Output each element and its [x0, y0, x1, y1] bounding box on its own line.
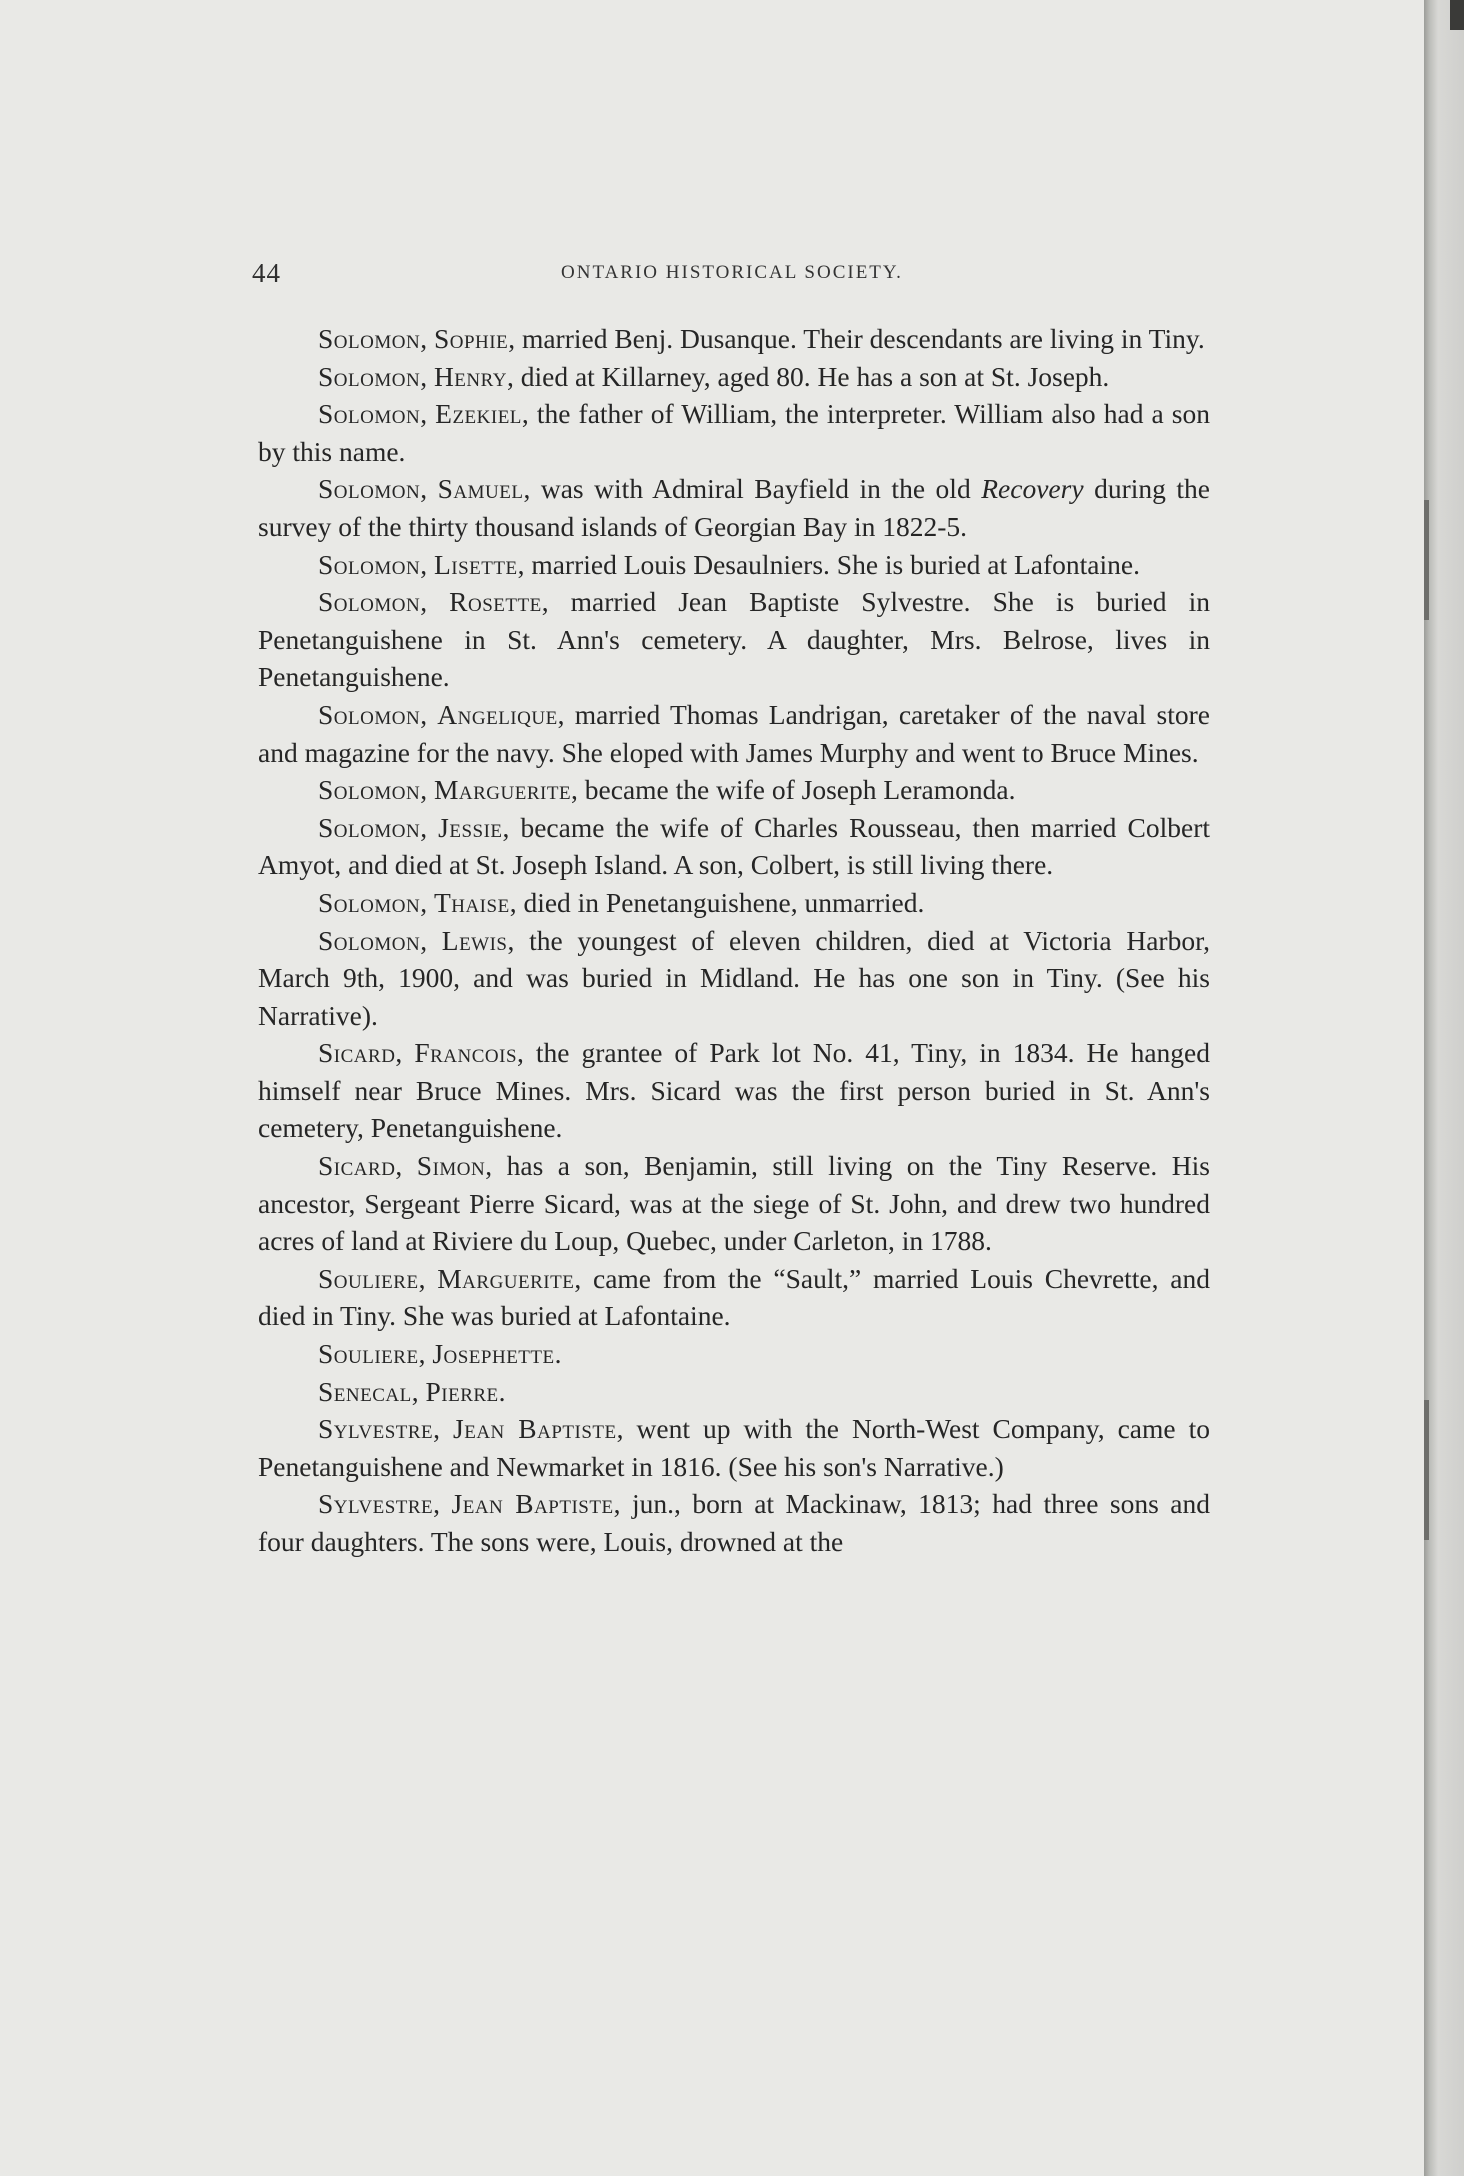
- page-number: 44: [252, 258, 281, 288]
- entry-text: , died at Killarney, aged 80. He has a son at St. Joseph.: [506, 360, 1110, 392]
- entry-given-name: Samuel: [437, 473, 524, 505]
- entry-given-name: Pierre: [425, 1375, 499, 1407]
- entry-given-name: Jean Baptiste: [451, 1488, 614, 1520]
- entry-surname: Solomon: [318, 586, 421, 618]
- entry-paragraph: Souliere, Marguerite, came from the “Sault,” married Louis Chevrette, and died in Tiny. She was buried at Lafontaine.: [258, 1262, 1211, 1332]
- body-text: [258, 320, 1210, 1561]
- entry-given-name: Jean Baptiste: [453, 1413, 617, 1445]
- entry-text: , married Jean Baptiste Sylvestre. She is buried in Penetanguishene in St. Ann's cemetery. A daughter, Mrs. Belrose, lives in Penetanguishene.: [258, 586, 1210, 693]
- entry-surname: Solomon: [318, 548, 421, 580]
- entry-surname: Solomon: [318, 473, 421, 505]
- entry-text: during the survey of the thirty thousand islands of Georgian Bay in 1822-5.: [258, 473, 1211, 542]
- entry-paragraph: Sicard, Francois, the grantee of Park lot No. 41, Tiny, in 1834. He hanged himself near Bruce Mines. Mrs. Sicard was the first person buried in St. Ann's cemetery, Penetanguishene.: [258, 1037, 1211, 1144]
- entry-paragraph: Sylvestre, Jean Baptiste, jun., born at Mackinaw, 1813; had three sons and four daughters. The sons were, Louis, drowned at the: [258, 1488, 1211, 1557]
- entry-given-name: Francois: [414, 1037, 518, 1069]
- entry-paragraph: Solomon, Lisette, married Louis Desaulniers. She is buried at Lafontaine.: [318, 548, 1140, 580]
- entry-paragraph: Senecal, Pierre.: [318, 1375, 506, 1407]
- entry-text: , the youngest of eleven children, died at Victoria Harbor, March 9th, 1900, and was buried in Midland. He has one son in Tiny. (See his Narrative).: [258, 924, 1210, 1031]
- entry-surname: Solomon: [318, 886, 421, 918]
- entry-text: , was with Admiral Bayfield in the old: [523, 473, 982, 505]
- entry-paragraph: Sylvestre, Jean Baptiste, went up with the North-West Company, came to Penetanguishene and Newmarket in 1816. (See his son's Narrative.): [258, 1413, 1210, 1482]
- entry-given-name: Marguerite: [437, 1262, 575, 1294]
- entry-paragraph: Solomon, Henry, died at Killarney, aged 80. He has a son at St. Joseph.: [318, 360, 1110, 392]
- entry-text: , married Louis Desaulniers. She is buried at Lafontaine.: [517, 548, 1140, 580]
- entry-surname: Solomon: [318, 360, 421, 392]
- entry-paragraph: Solomon, Jessie, became the wife of Charles Rousseau, then married Colbert Amyot, and died at St. Joseph Island. A son, Colbert, is still living there.: [258, 811, 1210, 881]
- entry-text: , the father of William, the interpreter. William also had a son by this name.: [258, 398, 1211, 467]
- page-edge: [1424, 0, 1464, 2176]
- entry-given-name: Angelique: [437, 698, 558, 730]
- entry-paragraph: Solomon, Rosette, married Jean Baptiste Sylvestre. She is buried in Penetanguishene in St. Ann's cemetery. A daughter, Mrs. Belrose, lives in Penetanguishene.: [258, 586, 1210, 693]
- entry-given-name: Lewis: [441, 924, 508, 956]
- entry-text: , became the wife of Charles Rousseau, then married Colbert Amyot, and died at St. Joseph Island. A son, Colbert, is still living there.: [258, 811, 1210, 881]
- entry-text: , came from the “Sault,” married Louis Chevrette, and died in Tiny. She was buried at Lafontaine.: [258, 1262, 1211, 1332]
- entry-text: .: [498, 1375, 506, 1407]
- entry-paragraph: Solomon, Thaise, died in Penetanguishene, unmarried.: [318, 886, 925, 918]
- entry-text: , married Thomas Landrigan, caretaker of the naval store and magazine for the navy. She eloped with James Murphy and went to Bruce Mines.: [258, 698, 1210, 768]
- entry-surname: Solomon: [318, 323, 421, 354]
- entry-surname: Sylvestre: [318, 1413, 434, 1445]
- entry-text: .: [554, 1338, 562, 1370]
- entry-surname: Sicard: [318, 1150, 396, 1182]
- entry-surname: Solomon: [318, 774, 421, 806]
- entry-paragraph: Solomon, Lewis, the youngest of eleven children, died at Victoria Harbor, March 9th, 1900, and was buried in Midland. He has one son in Tiny. (See his Narrative).: [258, 924, 1210, 1031]
- page-header: [252, 258, 1212, 298]
- entry-ship-name: Recovery: [981, 473, 1084, 505]
- binding-mark: [1424, 500, 1429, 620]
- binding-mark: [1424, 1400, 1429, 1540]
- entry-text: , went up with the North-West Company, came to Penetanguishene and Newmarket in 1816. (See his son's Narrative.): [258, 1413, 1210, 1482]
- entry-surname: Solomon: [318, 811, 421, 843]
- entry-paragraph: Solomon, Angelique, married Thomas Landrigan, caretaker of the naval store and magazine for the navy. She eloped with James Murphy and went to Bruce Mines.: [258, 698, 1210, 768]
- entry-paragraph: Sicard, Simon, has a son, Benjamin, still living on the Tiny Reserve. His ancestor, Sergeant Pierre Sicard, was at the siege of St. John, and drew two hundred acres of land at Riviere du Loup, Quebec, under Carleton, in 1788.: [258, 1150, 1210, 1257]
- entry-paragraph: Solomon, Marguerite, became the wife of Joseph Leramonda.: [318, 774, 1016, 806]
- entry-given-name: Lisette: [433, 548, 518, 580]
- entry-given-name: Sophie: [433, 323, 509, 354]
- entry-paragraph: Solomon, Samuel, was with Admiral Bayfield in the old Recovery during the survey of the thirty thousand islands of Georgian Bay in 1822-5.: [258, 473, 1211, 542]
- entry-text: , jun., born at Mackinaw, 1813; had three sons and four daughters. The sons were, Louis, drowned at the: [258, 1488, 1211, 1557]
- entry-surname: Solomon: [318, 698, 421, 730]
- entry-paragraph: Souliere, Josephette.: [318, 1338, 562, 1370]
- entry-paragraph: Solomon, Ezekiel, the father of William, the interpreter. William also had a son by this name.: [258, 398, 1211, 467]
- entry-text: , became the wife of Joseph Leramonda.: [571, 774, 1016, 806]
- entry-given-name: Marguerite: [433, 774, 572, 806]
- entry-given-name: Rosette: [449, 586, 542, 618]
- running-head: ONTARIO HISTORICAL SOCIETY.: [561, 262, 903, 283]
- entry-text: , died in Penetanguishene, unmarried.: [509, 886, 925, 918]
- entry-surname: Sylvestre: [318, 1488, 434, 1520]
- entry-text: , the grantee of Park lot No. 41, Tiny, in 1834. He hanged himself near Bruce Mines. Mrs. Sicard was the first person buried in St. Ann's cemetery, Penetanguishene.: [258, 1037, 1211, 1144]
- entry-surname: Solomon: [318, 398, 421, 430]
- entry-surname: Sicard: [318, 1037, 396, 1069]
- entry-surname: Solomon: [318, 924, 421, 956]
- entry-given-name: Josephette: [432, 1338, 555, 1370]
- entry-given-name: Simon: [416, 1150, 486, 1182]
- entry-text: , married Benj. Dusanque. Their descendants are living in Tiny.: [508, 323, 1205, 354]
- entry-given-name: Jessie: [438, 811, 503, 843]
- entry-given-name: Henry: [433, 360, 507, 392]
- binding-strip: [1450, 0, 1464, 30]
- entry-surname: Souliere: [318, 1262, 419, 1294]
- entry-given-name: Thaise: [433, 886, 510, 918]
- entry-surname: Senecal: [318, 1375, 412, 1407]
- entry-text: , has a son, Benjamin, still living on the Tiny Reserve. His ancestor, Sergeant Pierre Sicard, was at the siege of St. John, and drew two hundred acres of land at Riviere du Loup, Quebec, under Carleton, in 1788.: [258, 1150, 1210, 1257]
- entry-given-name: Ezekiel: [435, 398, 522, 430]
- entry-paragraph: Solomon, Sophie, married Benj. Dusanque. Their descendants are living in Tiny.: [318, 323, 1205, 354]
- entry-surname: Souliere: [318, 1338, 419, 1370]
